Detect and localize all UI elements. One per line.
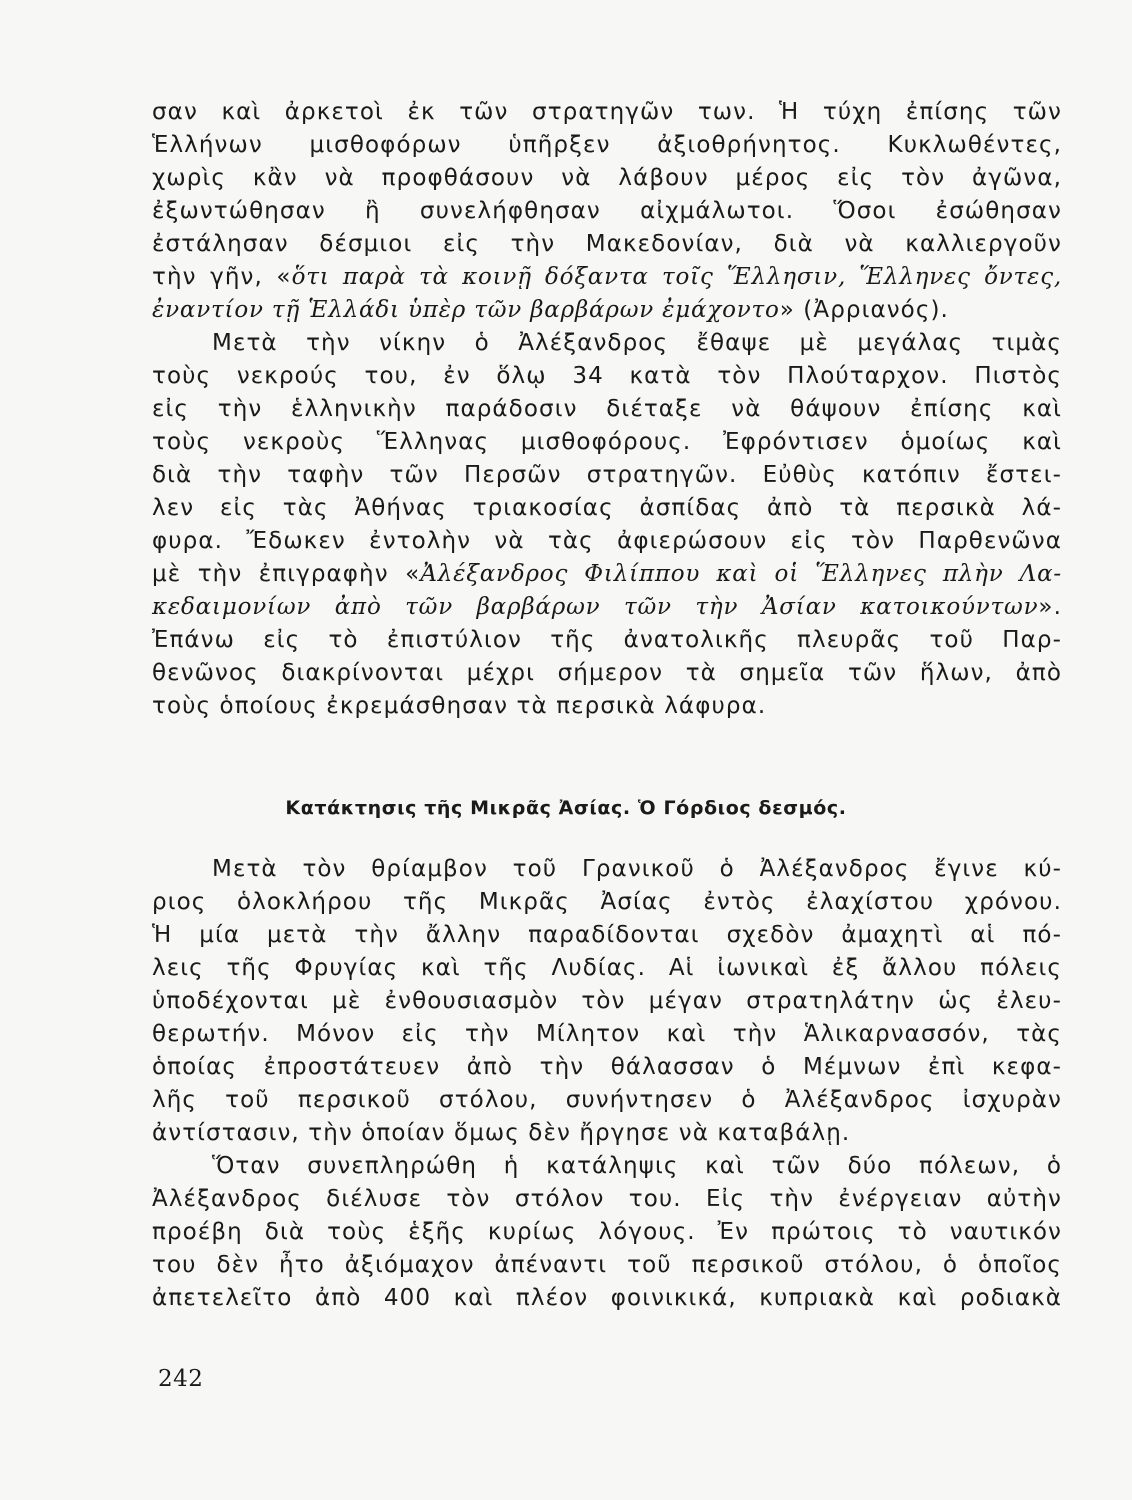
text-line: φυρα. Ἔδωκεν ἐντολὴν νὰ τὰς ἀφιερώσουν εἰς τὸν Παρθενῶνα xyxy=(152,528,1062,554)
italic-quote: κεδαιμονίων ἀπὸ τῶν βαρβάρων τῶν τὴν Ἀσίαν κατοικούντων xyxy=(152,594,1039,620)
text-line: τοὺς ὁποίους ἐκρεμάσθησαν τὰ περσικὰ λάφυρα. xyxy=(152,693,767,719)
text-segment: » (Ἀρριανός). xyxy=(779,297,949,323)
text-line: εἰς τὴν ἑλληνικὴν παράδοσιν διέταξε νὰ θάψουν ἐπίσης καὶ xyxy=(152,396,1062,422)
text-line: διὰ τὴν ταφὴν τῶν Περσῶν στρατηγῶν. Εὐθὺς κατόπιν ἔστει- xyxy=(152,462,1062,488)
text-line: ἀπετελεῖτο ἀπὸ 400 καὶ πλέον φοινικικά, κυπριακὰ καὶ ροδιακὰ xyxy=(152,1285,1062,1311)
text-line: θενῶνος διακρίνονται μέχρι σήμερον τὰ σημεῖα τῶν ἥλων, ἀπὸ xyxy=(152,660,1062,686)
text-line: Μετὰ τὴν νίκην ὁ Ἀλέξανδρος ἔθαψε μὲ μεγάλας τιμὰς xyxy=(212,330,1062,356)
text-line xyxy=(152,294,1062,327)
text-line: Ἐπάνω εἰς τὸ ἐπιστύλιον τῆς ἀνατολικῆς πλευρᾶς τοῦ Παρ- xyxy=(152,627,1062,653)
page-number: 242 xyxy=(158,1366,204,1392)
text-line: Ὅταν συνεπληρώθη ἡ κατάληψις καὶ τῶν δύο πόλεων, ὁ xyxy=(212,1153,1062,1179)
paragraph-block-2 xyxy=(152,853,1062,1315)
text-line: Ἡ μία μετὰ τὴν ἄλλην παραδίδονται σχεδὸν ἀμαχητὶ αἱ πό- xyxy=(152,922,1062,948)
text-line: ριος ὁλοκλήρου τῆς Μικρᾶς Ἀσίας ἐντὸς ἐλαχίστου χρόνου. xyxy=(152,889,1062,915)
text-line: ἐξωντώθησαν ἢ συνελήφθησαν αἰχμάλωτοι. Ὅσοι ἐσώθησαν xyxy=(152,198,1062,224)
text-line: ἐστάλησαν δέσμιοι εἰς τὴν Μακεδονίαν, διὰ νὰ καλλιεργοῦν xyxy=(152,231,1062,257)
section-heading: Κατάκτησις τῆς Μικρᾶς Ἀσίας. Ὁ Γόρδιος δεσμός. xyxy=(285,797,847,819)
text-line: τοὺς νεκρούς του, ἐν ὅλῳ 34 κατὰ τὸν Πλούταρχον. Πιστὸς xyxy=(152,363,1062,389)
paragraph-block-1 xyxy=(152,96,1062,723)
text-line: Ἀλέξανδρος διέλυσε τὸν στόλον του. Εἰς τὴν ἐνέργειαν αὐτὴν xyxy=(152,1186,1062,1212)
text-line: λεις τῆς Φρυγίας καὶ τῆς Λυδίας. Αἱ ἰωνικαὶ ἐξ ἄλλου πόλεις xyxy=(152,955,1062,981)
text-segment: τὴν γῆν, « xyxy=(152,264,292,290)
italic-quote: ἐναντίον τῇ Ἑλλάδι ὑπὲρ τῶν βαρβάρων ἐμάχοντο xyxy=(152,297,780,323)
text-segment: μὲ τὴν ἐπιγραφὴν « xyxy=(152,561,421,587)
text-line: λεν εἰς τὰς Ἀθήνας τριακοσίας ἀσπίδας ἀπὸ τὰ περσικὰ λά- xyxy=(152,495,1062,521)
text-line xyxy=(152,558,1062,591)
text-line: προέβη διὰ τοὺς ἑξῆς κυρίως λόγους. Ἐν πρώτοις τὸ ναυτικόν xyxy=(152,1219,1062,1245)
text-line: τοὺς νεκροὺς Ἕλληνας μισθοφόρους. Ἐφρόντισεν ὁμοίως καὶ xyxy=(152,429,1062,455)
text-line: ὁποίας ἐπροστάτευεν ἀπὸ τὴν θάλασσαν ὁ Μέμνων ἐπὶ κεφα- xyxy=(152,1054,1062,1080)
text-segment: ». xyxy=(1038,594,1062,620)
text-line: του δὲν ἦτο ἀξιόμαχον ἀπέναντι τοῦ περσικοῦ στόλου, ὁ ὁποῖος xyxy=(152,1252,1062,1278)
text-line xyxy=(152,261,1062,294)
text-line: θερωτήν. Μόνον εἰς τὴν Μίλητον καὶ τὴν Ἁλικαρνασσόν, τὰς xyxy=(152,1021,1062,1047)
italic-quote: Ἀλέξανδρος Φιλίππου καὶ οἱ Ἕλληνες πλὴν Λα- xyxy=(420,561,1062,587)
text-line: ὑποδέχονται μὲ ἐνθουσιασμὸν τὸν μέγαν στρατηλάτην ὡς ἐλευ- xyxy=(152,988,1062,1014)
text-line: σαν καὶ ἀρκετοὶ ἐκ τῶν στρατηγῶν των. Ἡ τύχη ἐπίσης τῶν xyxy=(152,99,1062,125)
text-line xyxy=(152,591,1062,624)
text-line: λῆς τοῦ περσικοῦ στόλου, συνήντησεν ὁ Ἀλέξανδρος ἰσχυρὰν xyxy=(152,1087,1062,1113)
text-line: ἀντίστασιν, τὴν ὁποίαν ὅμως δὲν ἤργησε νὰ καταβάλῃ. xyxy=(152,1120,851,1146)
text-line: χωρὶς κἂν νὰ προφθάσουν νὰ λάβουν μέρος εἰς τὸν ἀγῶνα, xyxy=(152,165,1062,191)
text-line: Ἑλλήνων μισθοφόρων ὑπῆρξεν ἀξιοθρήνητος. Κυκλωθέντες, xyxy=(152,132,1062,158)
text-line: Μετὰ τὸν θρίαμβον τοῦ Γρανικοῦ ὁ Ἀλέξανδρος ἔγινε κύ- xyxy=(212,856,1062,882)
italic-quote: ὅτι παρὰ τὰ κοινῇ δόξαντα τοῖς Ἕλλησιν, Ἕλληνες ὄντες, xyxy=(291,264,1062,290)
